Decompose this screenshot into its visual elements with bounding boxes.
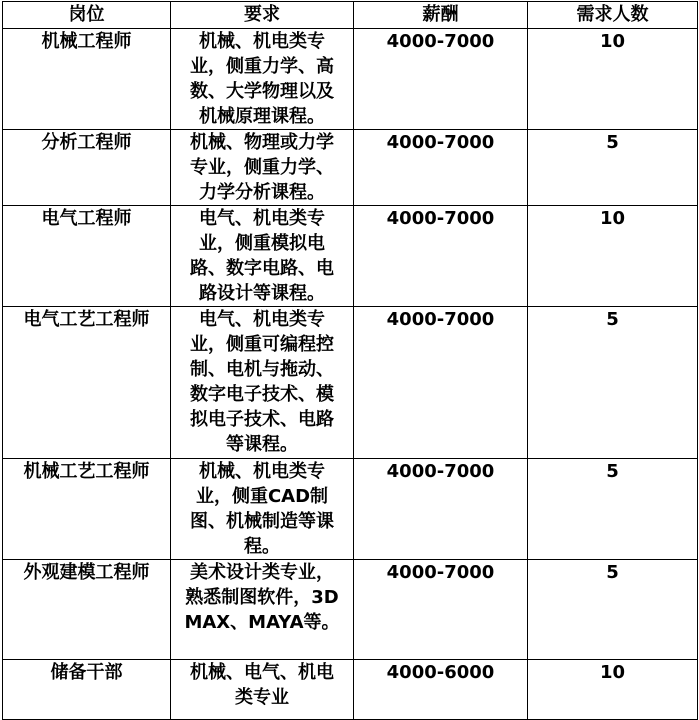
count-cell: 10 bbox=[528, 660, 698, 720]
position-cell: 电气工艺工程师 bbox=[3, 307, 171, 459]
salary-cell: 4000-6000 bbox=[354, 660, 528, 720]
position-cell: 电气工程师 bbox=[3, 206, 171, 307]
salary-cell: 4000-7000 bbox=[354, 560, 528, 660]
header-requirement: 要求 bbox=[171, 2, 354, 29]
salary-cell: 4000-7000 bbox=[354, 130, 528, 206]
count-cell: 5 bbox=[528, 560, 698, 660]
requirement-cell: 机械、机电类专业，侧重力学、高数、大学物理以及机械原理课程。 bbox=[171, 29, 354, 130]
count-cell: 10 bbox=[528, 29, 698, 130]
position-cell: 机械工程师 bbox=[3, 29, 171, 130]
count-cell: 5 bbox=[528, 459, 698, 560]
requirement-cell: 机械、物理或力学专业，侧重力学、力学分析课程。 bbox=[171, 130, 354, 206]
table-row bbox=[3, 206, 698, 307]
table-row bbox=[3, 560, 698, 660]
salary-cell: 4000-7000 bbox=[354, 459, 528, 560]
table-row bbox=[3, 307, 698, 459]
count-cell: 10 bbox=[528, 206, 698, 307]
table-row bbox=[3, 459, 698, 560]
position-cell: 机械工艺工程师 bbox=[3, 459, 171, 560]
table-row bbox=[3, 130, 698, 206]
count-cell: 5 bbox=[528, 130, 698, 206]
table-row bbox=[3, 660, 698, 720]
position-cell: 储备干部 bbox=[3, 660, 171, 720]
job-table bbox=[2, 1, 698, 720]
requirement-cell: 电气、机电类专业，侧重可编程控制、电机与拖动、数字电子技术、模拟电子技术、电路等课程。 bbox=[171, 307, 354, 459]
requirement-cell: 机械、电气、机电类专业 bbox=[171, 660, 354, 720]
position-cell: 分析工程师 bbox=[3, 130, 171, 206]
header-row bbox=[3, 2, 698, 29]
requirement-cell: 电气、机电类专业，侧重模拟电路、数字电路、电路设计等课程。 bbox=[171, 206, 354, 307]
table-row bbox=[3, 29, 698, 130]
salary-cell: 4000-7000 bbox=[354, 307, 528, 459]
header-count: 需求人数 bbox=[528, 2, 698, 29]
position-cell: 外观建模工程师 bbox=[3, 560, 171, 660]
requirement-cell: 美术设计类专业，熟悉制图软件，3DMAX、MAYA等。 bbox=[171, 560, 354, 660]
salary-cell: 4000-7000 bbox=[354, 29, 528, 130]
header-salary: 薪酬 bbox=[354, 2, 528, 29]
requirement-cell: 机械、机电类专业，侧重CAD制图、机械制造等课程。 bbox=[171, 459, 354, 560]
header-position: 岗位 bbox=[3, 2, 171, 29]
count-cell: 5 bbox=[528, 307, 698, 459]
salary-cell: 4000-7000 bbox=[354, 206, 528, 307]
